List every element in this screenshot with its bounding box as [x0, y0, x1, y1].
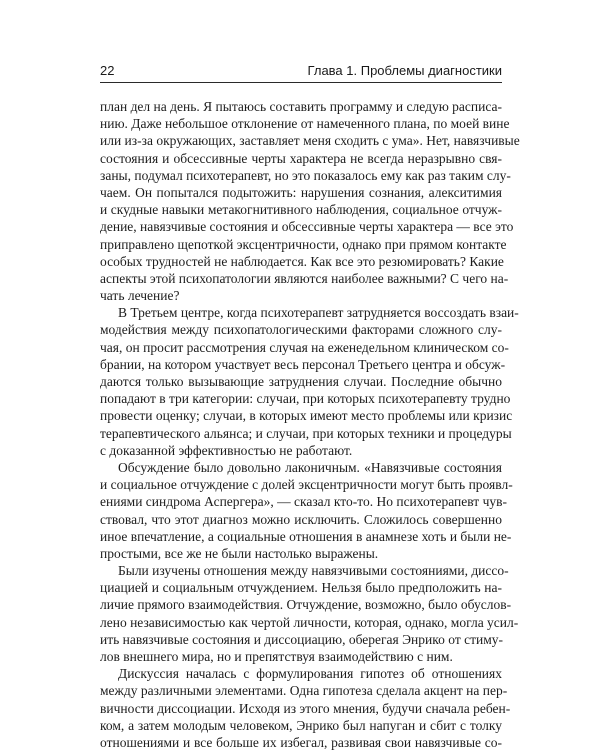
- text-line: и скудные навыки метакогнитивного наблюдения, социальное отчуж-: [100, 202, 502, 218]
- text-line: модействия между психопатологическими факторами сложного слу-: [100, 322, 502, 338]
- text-line: ениями синдрома Аспергера», — сказал кто-то. Но психотерапевт чув-: [100, 494, 507, 510]
- chapter-title: Глава 1. Проблемы диагностики: [307, 63, 502, 78]
- text-line: иное впечатление, а социальные отношения в анамнезе хоть и были не-: [100, 528, 512, 544]
- paragraph: [100, 459, 513, 562]
- text-line: заны, подумал психотерапевт, но это показалось ему как раз таким слу-: [100, 167, 511, 183]
- text-line: вичности диссоциации. Исходя из этого мнения, будучи сначала ребен-: [100, 700, 511, 716]
- text-line: приправлено щепоткой эксцентричности, однако при прямом контакте: [100, 236, 507, 252]
- text-line: попадают в три категории: случаи, при которых психотерапевту трудно: [100, 391, 511, 407]
- text-line: нию. Даже небольшое отклонение от намеченного плана, по моей вине: [100, 116, 510, 132]
- text-line: циацией и социальным отчуждением. Нельзя было предположить на-: [100, 580, 502, 596]
- text-line: Дискуссия началась с формулирования гипотез об отношениях: [118, 666, 502, 682]
- text-line: провести оценку; случаи, в которых имеют место проблемы или кризис: [100, 408, 513, 424]
- text-line: особых трудностей не наблюдается. Как все это резюмировать? Какие: [100, 253, 504, 269]
- text-line: Обсуждение было довольно лаконичным. «Навязчивые состояния: [118, 459, 502, 475]
- text-line: дение, навязчивые состояния и обсессивные черты характера — все это: [100, 219, 514, 235]
- text-line: отношениями и все больше их избегал, развивая свои навязчивые со-: [100, 734, 502, 750]
- body-text: [100, 98, 520, 751]
- paragraph: [100, 562, 519, 665]
- header-rule: [100, 82, 502, 83]
- text-line: простыми, все же не были настолько выражены.: [100, 545, 379, 561]
- text-line: В Третьем центре, когда психотерапевт затрудняется воссоздать взаи-: [118, 305, 519, 321]
- text-line: даются только вызывающие затруднения случаи. Последние обычно: [100, 374, 502, 389]
- page-number: 22: [100, 63, 115, 78]
- text-line: состояния и обсессивные черты характера не всегда неразрывно свя-: [100, 150, 502, 166]
- running-head: [100, 62, 502, 82]
- text-line: чаем. Он попытался подытожить: нарушения сознания, алекситимия: [100, 184, 502, 200]
- text-line: план дел на день. Я пытаюсь составить программу и следую расписа-: [100, 99, 502, 114]
- text-line: и социальное отчуждение с долей эксцентричности могут быть проявл-: [100, 477, 513, 493]
- text-line: чая, он просит рассмотрения случая на еженедельном клиническом со-: [100, 339, 509, 355]
- text-line: ить навязчивые состояния и диссоциацию, оберегая Энрико от стиму-: [100, 631, 503, 647]
- text-line: с доказанной эффективностью не работают.: [100, 442, 353, 458]
- text-line: брании, на котором участвует весь персонал Третьего центра и обсуж-: [100, 356, 506, 372]
- text-line: ком, а затем молодым человеком, Энрико был напуган и сбит с толку: [100, 717, 502, 733]
- text-line: между различными элементами. Одна гипотеза сделала акцент на пер-: [100, 683, 508, 699]
- text-line: чать лечение?: [100, 288, 180, 304]
- text-line: личие прямого взаимодействия. Отчуждение, возможно, было обуслов-: [100, 597, 512, 613]
- text-line: аспекты этой психопатологии являются наиболее важными? С чего на-: [100, 270, 509, 286]
- text-line: лов внешнего мира, но и препятствуя взаимодействию с ним.: [100, 649, 453, 664]
- text-line: Были изучены отношения между навязчивыми состояниями, диссо-: [118, 563, 509, 579]
- text-line: лено независимостью как чертой личности, которая, однако, могла усил-: [100, 614, 519, 630]
- paragraph: [100, 665, 511, 751]
- text-line: или из-за окружающих, заставляет меня сходить с ума». Нет, навязчивые: [100, 133, 520, 149]
- paragraph: [100, 304, 519, 459]
- text-line: терапевтического альянса; и случаи, при которых техники и процедуры: [100, 425, 512, 441]
- paragraph: [100, 98, 520, 304]
- text-line: ствовал, что этот диагноз можно исключить. Сложилось совершенно: [100, 511, 502, 527]
